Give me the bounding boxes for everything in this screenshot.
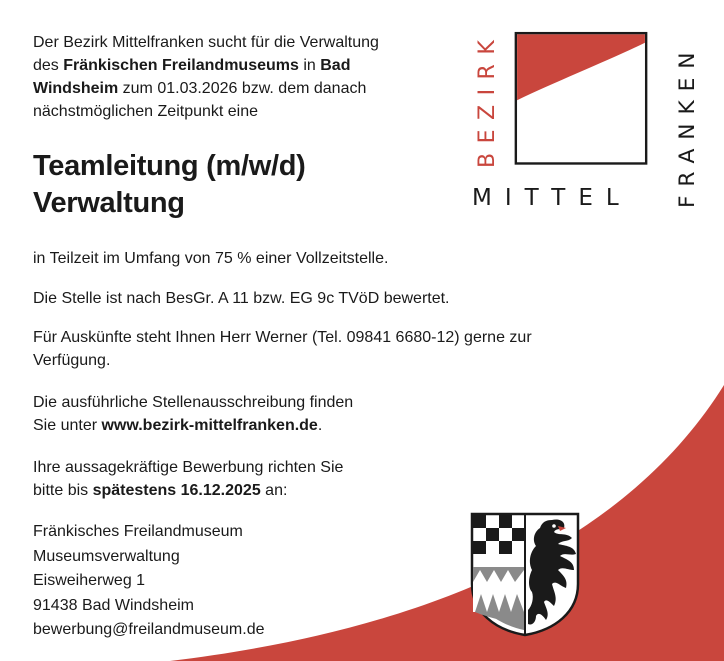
- application-deadline: spätestens 16.12.2025: [92, 482, 261, 499]
- address-line-1: Fränkisches Freilandmuseum: [33, 523, 243, 540]
- website-link[interactable]: www.bezirk-mittelfranken.de: [101, 417, 318, 434]
- details-line-2a: Sie unter: [33, 417, 102, 434]
- logo-text-mittel: MITTEL: [472, 185, 632, 211]
- museum-name: Fränkischen Freilandmuseums: [63, 57, 299, 74]
- job-title-line-1: Teamleitung (m/w/d): [33, 150, 306, 182]
- address-line-2: Museumsverwaltung: [33, 547, 180, 565]
- city-windsheim: Windsheim: [33, 80, 119, 97]
- contact-info-line-2: Verfügung.: [33, 352, 111, 369]
- postal-address: [33, 520, 264, 643]
- logo-bezirk-label: BEZIRK: [475, 30, 500, 168]
- part-time-info: in Teilzeit im Umfang von 75 % einer Vollzeitstelle.: [33, 250, 389, 267]
- application-email[interactable]: bewerbung@freilandmuseum.de: [33, 621, 265, 638]
- application-line-2c: an:: [260, 482, 288, 499]
- logo-text-franken: [671, 30, 701, 210]
- intro-line-4: nächstmöglichen Zeitpunkt eine: [33, 103, 259, 120]
- intro-line-3b: zum 01.03.2026 bzw. dem danach: [118, 80, 367, 97]
- address-city: 91438 Bad Windsheim: [33, 596, 194, 614]
- details-line-1: Die ausführliche Stellenausschreibung finden: [33, 394, 354, 411]
- contact-info: [33, 326, 623, 372]
- details-link-info: [33, 391, 633, 437]
- job-title: [33, 148, 306, 222]
- application-line-1: Ihre aussagekräftige Bewerbung richten Sie: [33, 459, 344, 476]
- address-street: Eisweiherweg 1: [33, 572, 146, 589]
- details-line-2c: .: [317, 417, 323, 434]
- contact-info-line-1: Für Auskünfte steht Ihnen Herr Werner (Tel. 09841 6680-12) gerne zur: [33, 329, 532, 346]
- intro-text: [33, 31, 443, 123]
- city-bad: Bad: [320, 57, 351, 74]
- logo-text-bezirk: [471, 30, 501, 170]
- application-line-2a: bitte bis: [33, 482, 93, 499]
- job-title-line-2: Verwaltung: [33, 187, 185, 219]
- application-deadline-info: [33, 456, 633, 502]
- intro-line-1: Der Bezirk Mittelfranken sucht für die Verwaltung: [33, 34, 379, 51]
- intro-line-2a: des: [33, 57, 64, 74]
- salary-grade-info: Die Stelle ist nach BesGr. A 11 bzw. EG 9c TVöD bewertet.: [33, 290, 450, 307]
- coat-of-arms-icon: [470, 512, 580, 637]
- logo-franken-label: FRANKEN: [674, 43, 700, 209]
- intro-line-2c: in: [298, 57, 321, 74]
